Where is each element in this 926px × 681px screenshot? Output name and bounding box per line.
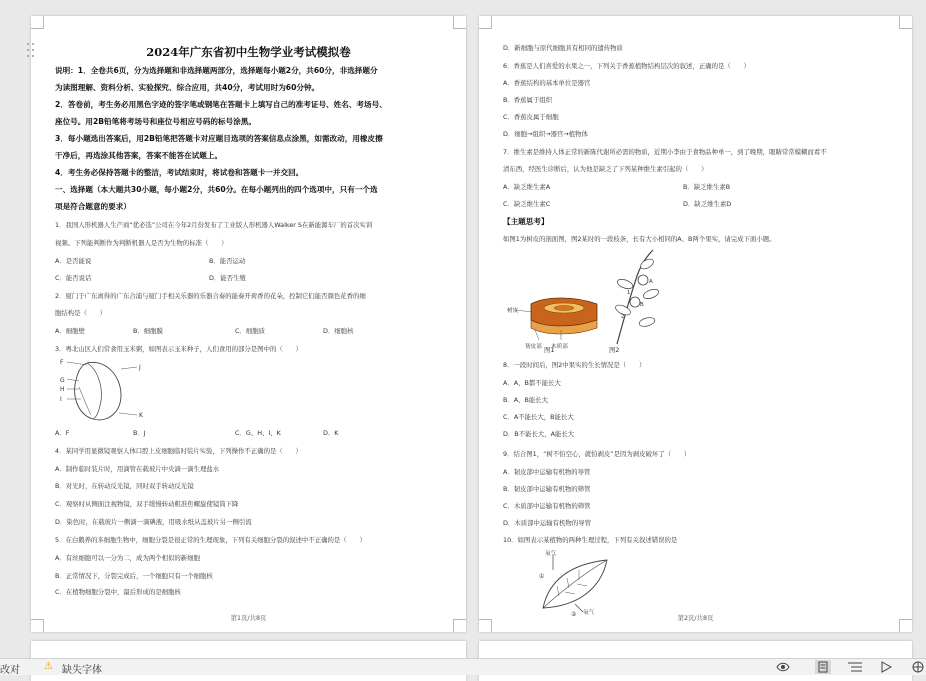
label-J: J [139,364,141,371]
label-F: F [60,359,64,366]
text-line: A．制作临时装片时，用滴管在载玻片中央滴一滴生理盐水 [55,465,220,473]
text-line: C．A不能长大，B能长大 [503,413,574,421]
eye-icon[interactable] [776,662,790,672]
text-line: 座位号。用2B铅笔将考场号和座位号相应号码的标号涂黑。 [55,117,256,126]
document-page-2 [479,16,912,632]
text-line: D．B不能长大，A能长大 [503,430,575,438]
corn-seed-figure [57,357,147,427]
text-line: 8．一段时间后，图2中果实的生长情况是（ ） [503,361,646,369]
text-line: 7．维生素是维持人体正常的新陈代谢所必需的物质，近期小李由于食物品种单一，到了晚期，眼睛常常模糊而看不 [503,148,827,156]
text-line: A．有丝细胞可以一分为二，成为两个相似的新细胞 [55,554,200,562]
text-line: 一、选择题（本大题共30小题，每小题2分，共60分。在每小题列出的四个选项中，只有一个选 [55,185,378,194]
globe-icon[interactable] [912,661,924,673]
text-line: B．正常情况下，分裂完成后，一个细胞只有一个细胞核 [55,572,213,580]
label-oxygen-top: 氧气 [545,551,557,557]
text-line: 5．在白鹅养的多细胞生物中，细胞分裂是很正常的生理现象，下列有关细胞分裂的叙述中不正确的是（ ） [55,536,366,544]
play-icon[interactable] [880,661,892,673]
crop-mark [479,16,492,29]
text-line: D．染色时，在载玻片一侧滴一滴碘液，用吸水纸从盖玻片另一侧引流 [55,518,252,526]
document-page-1 [31,16,466,632]
text-line: 1．我国人形机器人生产商“优必选”公司在今年2月份发布了工业版人形机器人Walker S在新能源车厂的首次实训 [55,221,373,229]
crop-mark [899,16,912,29]
label-circle-2: ② [571,611,577,618]
text-line: 2．厦门于广东离得的广东合浦与厦门手相关乐器的乐器合奏的能奏开荷香的花朵，控制它们能否颜色花香的细 [55,292,366,300]
crop-mark [453,16,466,29]
label-K: K [139,412,143,419]
label-circle-1: ① [539,573,545,580]
text-line: B．韧皮部中运输有机物的筛管 [503,485,591,493]
label-xylem: 木质部 [551,344,568,350]
label-bark: 树皮 [507,308,519,314]
missing-font-warning[interactable]: 缺失字体 [62,665,102,676]
text-line: A．A、B都不能长大 [503,379,561,387]
text-line: C．木质部中运输有机物的筛管 [503,502,591,510]
text-line: A．是否能说 [55,257,92,265]
fig2-caption: 图2 [609,346,620,354]
text-line: A．韧皮部中运输有机物的导管 [503,468,591,476]
text-line: 4．考生务必保持答题卡的整洁，考试结束时，将试卷和答题卡一并交回。 [55,168,304,177]
text-line: 2．答卷前，考生务必用黑色字迹的签字笔或钢笔在答题卡上填写自己的准考证号、姓名、考场号、 [55,100,387,109]
fig1-caption: 图1 [544,346,555,354]
text-line: 3．粤北山区人们常食用玉米粥，如图表示玉米种子，人们食用的部分是图中的（ ） [55,345,302,353]
page-view-icon[interactable] [815,660,831,674]
option-text: D．缺乏维生素D [683,200,732,208]
text-line: C．在植物细胞分裂中，最后形成的是细胞核 [55,588,181,596]
text-line: B．A、B能长大 [503,396,549,404]
option-text: D．细胞核 [323,327,354,335]
text-line: A．香蕉结构的基本单位是器官 [503,79,591,87]
text-line: A．缺乏维生素A [503,183,551,191]
warning-icon: ⚠ [44,661,53,672]
page-footer: 第2页/共8页 [677,614,714,622]
seed-outline [75,362,121,419]
text-line: 说明：1．全卷共6页，分为选择题和非选择题两部分，选择题每小题2分，共60分，非选择题分 [55,66,378,75]
text-line: 项是符合题意的要求） [55,202,131,211]
label-phloem: 韧皮部 [525,344,542,350]
text-line: 4．某同学用显微镜观察人体口腔上皮细胞临时装片实验，下列操作不正确的是（ ） [55,447,302,455]
text-line: 如图1为树皮的剖面图，图2某时的一段枝条，长有大小相同的A、B两个果实，请完成下面小题。 [503,235,776,243]
label-1: 1 [627,290,631,296]
text-line: C．能否说话 [55,274,92,282]
bark-section-figure [505,282,605,358]
option-text: C．细胞质 [235,327,266,335]
option-text: B．J [133,429,146,437]
label-2: 2 [621,314,625,320]
page-footer: 第1页/共8页 [230,614,267,622]
text-line: 清东西，经医生诊断后，认为他是缺乏了下列某种维生素引起的（ ） [503,165,708,173]
label-oxygen-bottom: 氧气 [583,610,595,616]
page-title: 2024年广东省初中生物学业考试模拟卷 [146,45,351,59]
text-line: 为读图理解、资料分析、实验探究、综合应用，共40分，考试用时为60分钟。 [55,83,320,92]
label-fruit-a: A [649,279,653,285]
option-text: B．细胞膜 [133,327,163,335]
text-line: 9．结合图1，“树不怕空心，就怕剥皮”是因为剥皮破坏了（ ） [503,450,691,458]
text-line: 10．如图表示某植物的两种生理过程，下列有关叙述错误的是 [503,536,678,544]
option-text: B．缺乏维生素B [683,183,731,191]
status-left-text: 改对 [0,665,20,676]
status-bar [0,658,926,675]
text-line: 胞结构是（ ） [55,309,107,317]
text-line: 【主题思考】 [503,217,549,226]
text-line: 视频。下列能判断作为判断机器人是否为生物的标准（ ） [55,239,228,247]
text-line: C．缺乏维生素C [503,200,551,208]
text-line: 3．每小题选出答案后，用2B铅笔把答题卡对应题目选项的答案信息点涂黑，如需改动，用橡皮擦 [55,134,383,143]
label-I: I [60,396,62,403]
option-text: B．能否运动 [209,257,246,265]
label-G: G [60,377,65,384]
outline-view-icon[interactable] [848,662,862,672]
text-line: B．香蕉属于组织 [503,96,553,104]
label-fruit-b: B [640,302,644,308]
crop-mark [31,16,44,29]
text-line: D．木质部中运输有机物的导管 [503,519,591,527]
text-line: A．细胞壁 [55,327,85,335]
option-text: D．能否生殖 [209,274,246,282]
leaf-figure [535,550,621,618]
text-line: 干净后，再选涂其他答案，答案不能答在试题上。 [55,151,223,160]
text-line: C．香蕉皮属于细胞 [503,113,559,121]
text-line: D．新细胞与原代细胞具有相同的遗传物质 [503,44,623,52]
option-text: D．K [323,429,339,437]
text-line: 6．香蕉是人们喜爱的水果之一，下列关于香蕉植物结构层次的叙述，正确的是（ ） [503,62,750,70]
drag-handle-icon[interactable] [27,43,36,59]
branch-figure [607,248,667,346]
text-line: B．对光时，在转动反光镜，同时双手转动反光镜 [55,482,194,490]
option-text: C．G、H、I、K [235,429,281,437]
label-H: H [60,386,65,393]
text-line: D．细胞→组织→器官→植物体 [503,130,588,138]
text-line: C．观察时从侧面注视物镜，双手缓慢转动粗准焦螺旋使镜筒下降 [55,500,239,508]
text-line: A．F [55,429,70,437]
